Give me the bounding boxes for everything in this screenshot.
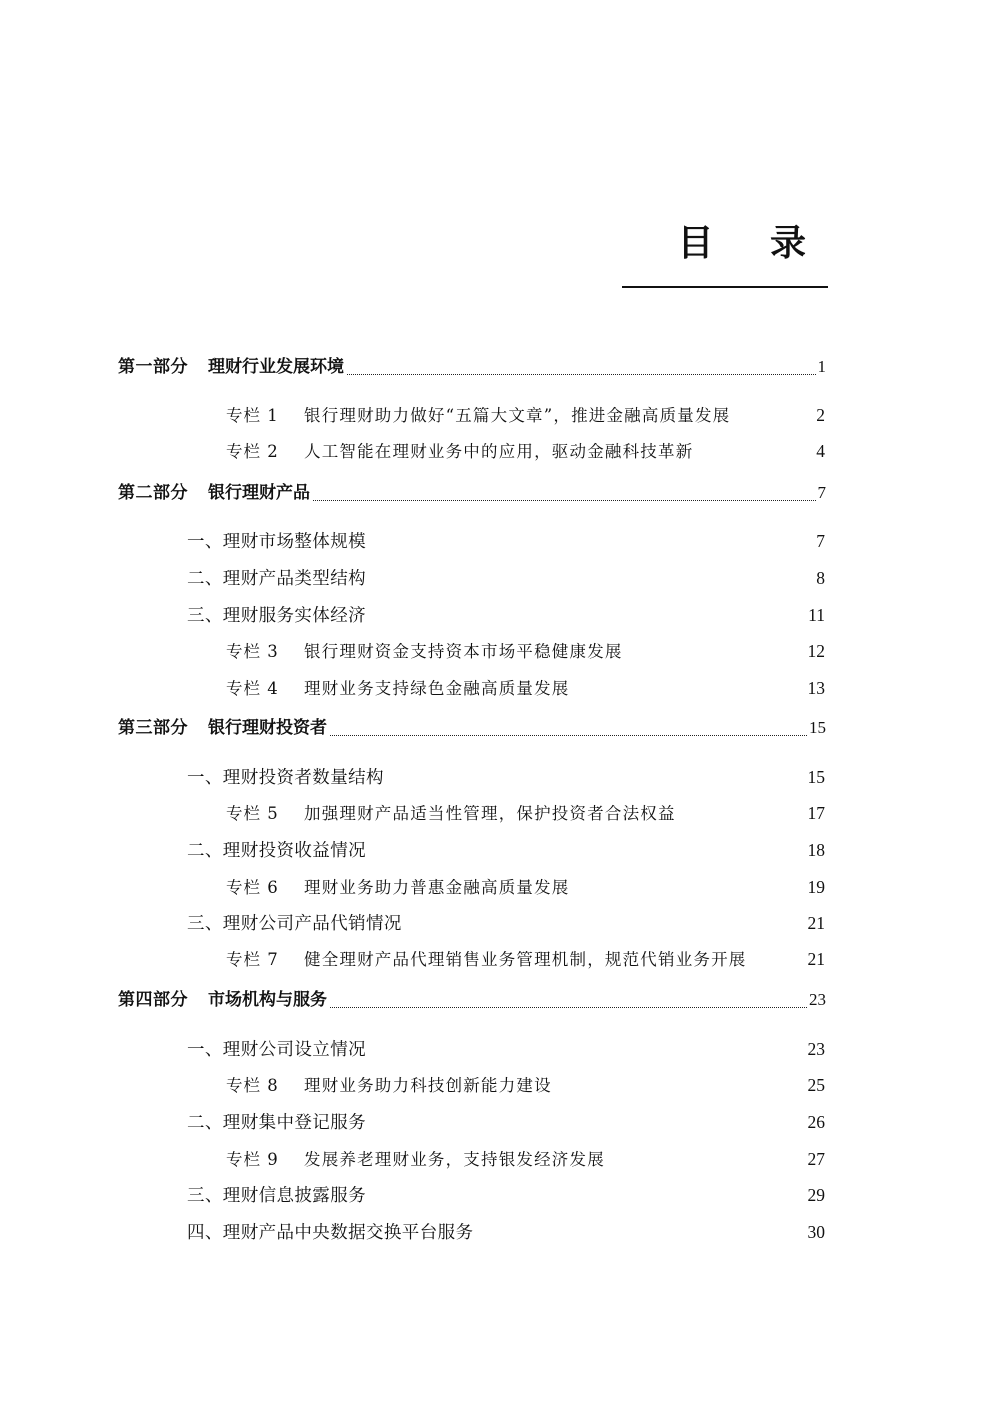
section-title: 二、理财产品类型结构: [187, 569, 366, 589]
toc-entry-part[interactable]: [118, 985, 826, 1015]
part-title: 银行理财产品: [208, 483, 310, 503]
page-number: 2: [816, 405, 825, 425]
toc-entry-column[interactable]: [226, 798, 825, 828]
toc-entry-section[interactable]: [187, 563, 825, 593]
column-title: 人工智能在理财业务中的应用，驱动金融科技革新: [304, 442, 694, 461]
toc-entry-section[interactable]: [187, 1180, 825, 1210]
page-number: 23: [809, 990, 826, 1009]
section-title: 二、理财集中登记服务: [187, 1113, 366, 1133]
column-title: 加强理财产品适当性管理，保护投资者合法权益: [304, 804, 676, 823]
dot-leader: [330, 1007, 807, 1008]
dot-leader: [313, 500, 816, 501]
toc-entry-section[interactable]: [187, 1217, 825, 1247]
toc-entry-column[interactable]: [226, 400, 825, 430]
section-title: 一、理财投资者数量结构: [187, 768, 384, 788]
section-title: 三、理财信息披露服务: [187, 1186, 366, 1206]
page-number: 30: [807, 1222, 825, 1242]
section-title: 三、理财公司产品代销情况: [187, 914, 402, 934]
page-number: 21: [807, 949, 825, 969]
column-label: 专栏 5: [226, 804, 279, 823]
part-title: 市场机构与服务: [208, 990, 327, 1010]
toc-entry-column[interactable]: [226, 1070, 825, 1100]
toc-entry-part[interactable]: [118, 352, 826, 382]
column-title: 理财业务助力科技创新能力建设: [304, 1076, 552, 1095]
page-number: 23: [807, 1039, 825, 1059]
section-title: 二、理财投资收益情况: [187, 841, 366, 861]
page-number: 26: [807, 1112, 825, 1132]
page-number: 15: [809, 718, 826, 737]
part-title: 银行理财投资者: [208, 718, 327, 738]
page-number: 21: [807, 913, 825, 933]
column-label: 专栏 1: [226, 406, 279, 425]
toc-entry-column[interactable]: [226, 872, 825, 902]
column-title: 银行理财资金支持资本市场平稳健康发展: [304, 642, 623, 661]
toc-entry-column[interactable]: [226, 944, 825, 974]
page-number: 4: [816, 441, 825, 461]
page-number: 17: [807, 803, 825, 823]
page-number: 18: [807, 840, 825, 860]
page-number: 8: [816, 568, 825, 588]
column-title: 理财业务支持绿色金融高质量发展: [304, 679, 570, 698]
section-title: 三、理财服务实体经济: [187, 606, 366, 626]
toc-entry-section[interactable]: [187, 600, 825, 630]
section-title: 四、理财产品中央数据交换平台服务: [187, 1223, 474, 1243]
toc-entry-section[interactable]: [187, 835, 825, 865]
toc-entry-column[interactable]: [226, 636, 825, 666]
column-title: 理财业务助力普惠金融高质量发展: [304, 878, 570, 897]
column-label: 专栏 7: [226, 950, 279, 969]
section-title: 一、理财市场整体规模: [187, 532, 366, 552]
part-label: 第三部分: [118, 718, 188, 738]
toc-entry-section[interactable]: [187, 762, 825, 792]
page-number: 12: [807, 641, 825, 661]
page-number: 29: [807, 1185, 825, 1205]
part-label: 第一部分: [118, 357, 188, 377]
toc-entry-part[interactable]: [118, 713, 826, 743]
dot-leader: [347, 374, 816, 375]
column-title: 银行理财助力做好“五篇大文章”，推进金融高质量发展: [304, 406, 731, 425]
toc-entry-column[interactable]: [226, 673, 825, 703]
column-label: 专栏 3: [226, 642, 279, 661]
page-number: 13: [807, 678, 825, 698]
part-title: 理财行业发展环境: [208, 357, 344, 377]
column-label: 专栏 4: [226, 679, 279, 698]
toc-entry-section[interactable]: [187, 526, 825, 556]
page-number: 27: [807, 1149, 825, 1169]
page-number: 7: [816, 531, 825, 551]
column-title: 健全理财产品代理销售业务管理机制，规范代销业务开展: [304, 950, 747, 969]
column-label: 专栏 2: [226, 442, 279, 461]
toc-entry-column[interactable]: [226, 436, 825, 466]
section-title: 一、理财公司设立情况: [187, 1040, 366, 1060]
page-number: 15: [807, 767, 825, 787]
column-label: 专栏 9: [226, 1150, 279, 1169]
page-number: 7: [817, 483, 826, 502]
toc-entry-section[interactable]: [187, 1034, 825, 1064]
column-label: 专栏 6: [226, 878, 279, 897]
page-number: 25: [807, 1075, 825, 1095]
toc-entry-section[interactable]: [187, 1107, 825, 1137]
page-title: 目 录: [677, 222, 828, 264]
toc-entry-part[interactable]: [118, 478, 826, 508]
page-number: 19: [807, 877, 825, 897]
toc-entry-section[interactable]: [187, 908, 825, 938]
column-title: 发展养老理财业务，支持银发经济发展: [304, 1150, 605, 1169]
page-number: 11: [808, 605, 825, 625]
column-label: 专栏 8: [226, 1076, 279, 1095]
part-label: 第二部分: [118, 483, 188, 503]
page-number: 1: [817, 357, 826, 376]
toc-entry-column[interactable]: [226, 1144, 825, 1174]
part-label: 第四部分: [118, 990, 188, 1010]
dot-leader: [330, 735, 807, 736]
